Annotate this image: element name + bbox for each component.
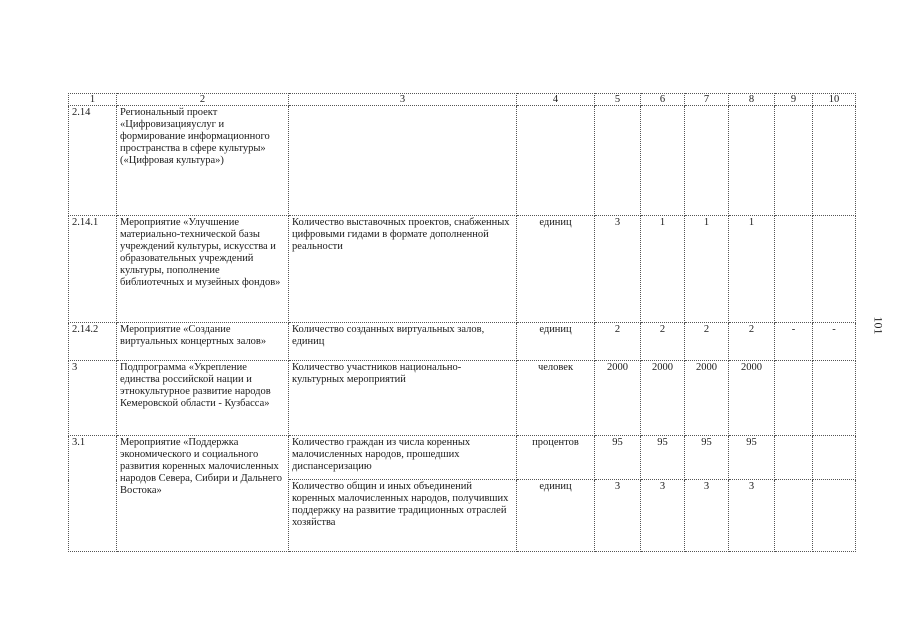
table-row [69,216,856,323]
row-value-10 [813,106,856,216]
row-number: 2.14.2 [69,323,117,361]
header-cell: 10 [813,94,856,106]
row-value-9 [775,480,813,552]
row-name: Мероприятие «Поддержка экономического и социального развития коренных малочисленных народов Севера, Сибири и Дальнего Востока» [117,436,289,552]
row-value-8: 2 [729,323,775,361]
row-indicator: Количество граждан из числа коренных малочисленных народов, прошедших диспансеризацию [289,436,517,480]
row-number: 2.14.1 [69,216,117,323]
row-indicator: Количество участников национально-культурных мероприятий [289,361,517,436]
header-cell: 1 [69,94,117,106]
row-value-6: 1 [641,216,685,323]
row-value-8: 3 [729,480,775,552]
row-value-6: 2000 [641,361,685,436]
row-name: Региональный проект «Цифровизацияуслуг и формирование информационного пространства в сфере культуры» («Цифровая культура») [117,106,289,216]
row-value-6: 95 [641,436,685,480]
row-value-8: 95 [729,436,775,480]
table-row [69,361,856,436]
row-value-10 [813,216,856,323]
row-indicator [289,106,517,216]
row-name: Подпрограмма «Укрепление единства российской нации и этнокультурное развитие народов Кемеровской области - Кузбасса» [117,361,289,436]
row-value-10: - [813,323,856,361]
row-value-10 [813,361,856,436]
row-name: Мероприятие «Улучшение материально-технической базы учреждений культуры, искусства и образовательных учреждений культуры, пополнение библиотечных и музейных фондов» [117,216,289,323]
header-cell: 6 [641,94,685,106]
row-number: 3 [69,361,117,436]
row-value-9 [775,106,813,216]
row-unit: единиц [517,480,595,552]
row-value-5 [595,106,641,216]
row-value-7: 3 [685,480,729,552]
row-value-5: 95 [595,436,641,480]
header-cell: 3 [289,94,517,106]
row-value-7: 2000 [685,361,729,436]
row-value-6 [641,106,685,216]
row-value-10 [813,436,856,480]
row-value-5: 2 [595,323,641,361]
row-unit: единиц [517,323,595,361]
row-indicator: Количество общин и иных объединений коренных малочисленных народов, получивших поддержку на развитие традиционных отраслей хозяйства [289,480,517,552]
row-indicator: Количество созданных виртуальных залов, единиц [289,323,517,361]
row-value-6: 3 [641,480,685,552]
header-cell: 8 [729,94,775,106]
row-number: 3.1 [69,436,117,552]
row-value-8: 2000 [729,361,775,436]
row-unit: процентов [517,436,595,480]
row-value-6: 2 [641,323,685,361]
row-value-7: 2 [685,323,729,361]
row-value-7 [685,106,729,216]
row-indicator: Количество выставочных проектов, снабженных цифровыми гидами в формате дополненной реальности [289,216,517,323]
header-cell: 5 [595,94,641,106]
row-name: Мероприятие «Создание виртуальных концертных залов» [117,323,289,361]
row-value-9 [775,361,813,436]
row-value-5: 3 [595,480,641,552]
row-value-7: 1 [685,216,729,323]
row-value-9 [775,436,813,480]
table-row [69,436,856,480]
table-row [69,323,856,361]
header-cell: 7 [685,94,729,106]
row-value-5: 2000 [595,361,641,436]
row-unit [517,106,595,216]
row-value-7: 95 [685,436,729,480]
row-value-8: 1 [729,216,775,323]
row-value-9 [775,216,813,323]
header-cell: 2 [117,94,289,106]
row-unit: единиц [517,216,595,323]
row-value-9: - [775,323,813,361]
header-cell: 4 [517,94,595,106]
header-row [69,94,856,106]
table-row [69,106,856,216]
row-value-8 [729,106,775,216]
row-number: 2.14 [69,106,117,216]
row-value-10 [813,480,856,552]
page-number: 101 [871,316,886,335]
row-unit: человек [517,361,595,436]
header-cell: 9 [775,94,813,106]
indicators-table [68,93,856,552]
row-value-5: 3 [595,216,641,323]
